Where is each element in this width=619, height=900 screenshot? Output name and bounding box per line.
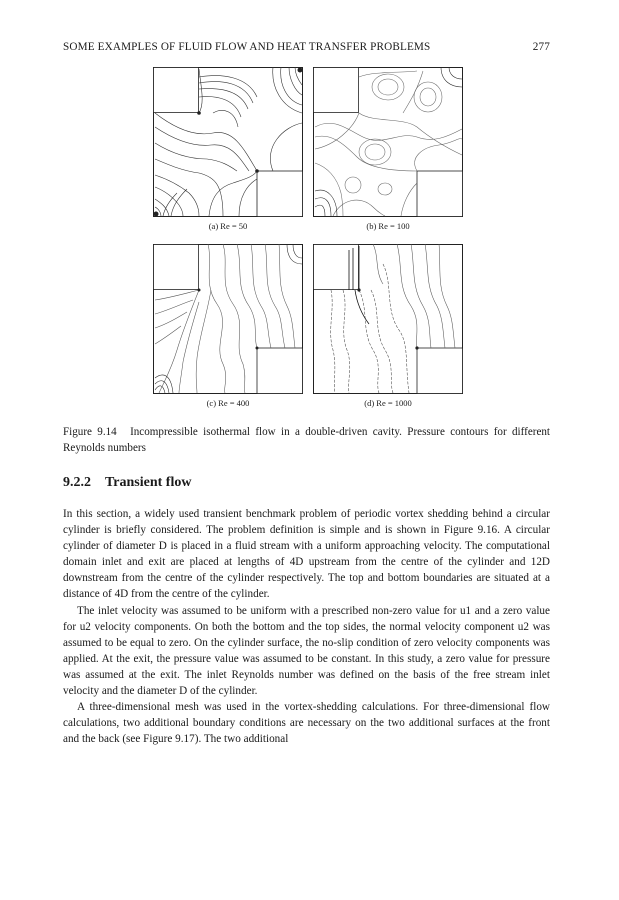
panel-c-label: (c) Re = 400 xyxy=(206,398,250,408)
paragraph: A three-dimensional mesh was used in the vortex-shedding calculations. For three-dimensional flow calculations, two additional boundary conditions are necessary on the two additional surfaces at the front and the back (see Figure 9.17). The two additional xyxy=(63,701,550,746)
figure-panel-a xyxy=(153,67,303,217)
section-heading xyxy=(63,475,191,491)
figure-panel-d xyxy=(313,244,463,394)
paragraph: In this section, a widely used transient benchmark problem of periodic vortex shedding behind a circular cylinder is briefly considered. The problem definition is simple and is shown in Figure 9.16. A circular cylinder of diameter D is placed in a fluid stream with a uniform approaching velocity. The computational domain inlet and exit are placed at lengths of 4D upstream from the centre of the cylinder and 12D downstream from the centre of the cylinder respectively. The top and bottom boundaries are situated at a distance of 4D from the centre of the cylinder. xyxy=(63,508,550,601)
figure-panel-b xyxy=(313,67,463,217)
figure-caption xyxy=(63,425,550,456)
body-text xyxy=(63,506,550,747)
running-title: SOME EXAMPLES OF FLUID FLOW AND HEAT TRANSFER PROBLEMS xyxy=(63,41,431,53)
contour-plot-d xyxy=(313,244,463,394)
page-number: 277 xyxy=(532,41,550,53)
panel-d-label: (d) Re = 1000 xyxy=(364,398,412,408)
section-title: Transient flow xyxy=(105,475,192,490)
running-header xyxy=(63,41,550,57)
figure-panel-c xyxy=(153,244,303,394)
panel-b-label: (b) Re = 100 xyxy=(366,221,410,231)
section-number: 9.2.2 xyxy=(63,475,91,490)
panel-a-label: (a) Re = 50 xyxy=(208,221,248,231)
contour-plot-a xyxy=(153,67,303,217)
paragraph: The inlet velocity was assumed to be uniform with a prescribed non-zero value for u1 and a zero value for u2 velocity components. On both the bottom and the top sides, the normal velocity component u2 was assumed to be equal to zero. On the cylinder surface, the no-slip condition of zero velocity components was applied. At the exit, the pressure value was assumed to be constant. In this study, a zero value for pressure was assumed at the exit. The inlet Reynolds number was defined on the basis of the free stream inlet velocity and the diameter D of the cylinder. xyxy=(63,604,550,698)
figure-caption-text: Incompressible isothermal flow in a double-driven cavity. Pressure contours for different Reynolds numbers xyxy=(63,426,550,454)
contour-plot-c xyxy=(153,244,303,394)
contour-plot-b xyxy=(313,67,463,217)
figure-number: Figure 9.14 xyxy=(63,426,117,438)
